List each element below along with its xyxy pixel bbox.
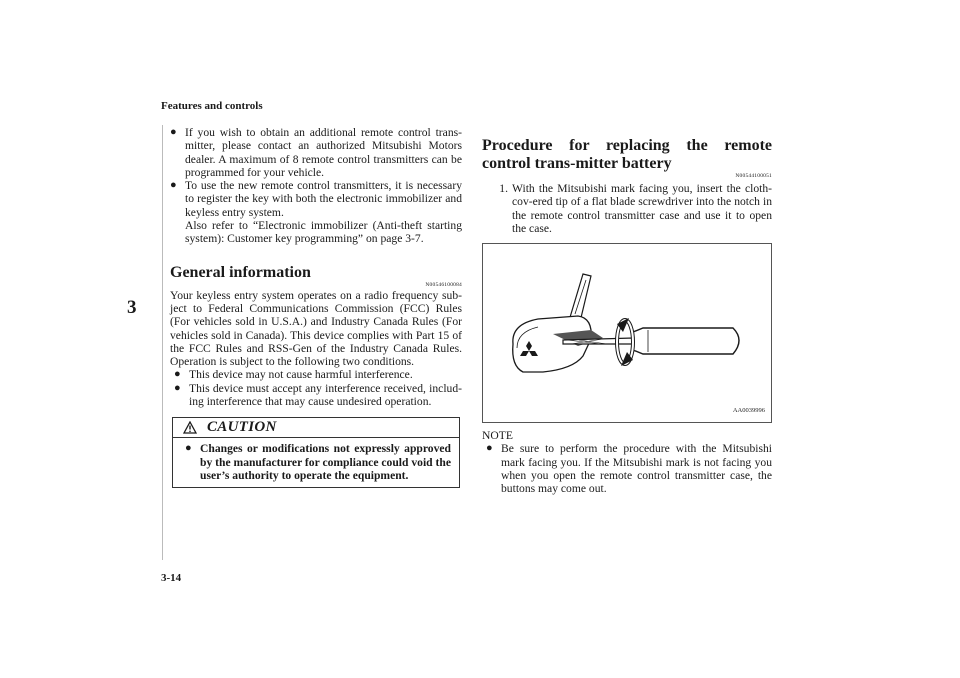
page-number: 3-14 [161, 572, 182, 584]
caution-body [173, 438, 459, 487]
bullet-icon: ● [185, 442, 192, 455]
warning-triangle-icon [183, 421, 197, 434]
caution-box [172, 417, 460, 488]
bullet-icon: ● [174, 368, 181, 381]
caution-text: Changes or modifications not expressly approved by the manufacturer for compliance could void the user’s authority to operate the equipment. [200, 442, 451, 482]
bullet-text: If you wish to obtain an additional remote control trans-mitter, please contact an authorized Mitsubishi Motors dealer. A maximum of 8 remote control transmitters can be programmed for your vehicle. [185, 126, 462, 179]
bullet-text: This device must accept any interference received, includ-ing interference that may cause undesired operation. [189, 381, 462, 409]
section-title-procedure: Procedure for replacing the remote control trans-mitter battery [482, 137, 772, 172]
note-text: Be sure to perform the procedure with the Mitsubishi mark facing you. If the Mitsubishi mark is not facing you when you open the remote control transmitter case, the buttons may come out. [501, 442, 772, 496]
section-code: N00546100084 [425, 281, 462, 288]
left-column [170, 126, 462, 488]
right-column [482, 126, 772, 496]
bullet-text: This device may not cause harmful interference. [189, 368, 413, 382]
general-body: Your keyless entry system operates on a radio frequency sub-ject to Federal Communications Commission (FCC) Rules (For vehicles sold in U.S.A.) and Industry Canada Rules (For vehicles sold in Canada). This device complies with Part 15 of the FCC Rules and RSS-Gen of the Industry Canada Rules. Operation is subject to the following two conditions. [170, 288, 462, 369]
section-code: N00544100051 [735, 173, 772, 179]
procedure-step [482, 182, 772, 235]
bullet-content [185, 179, 462, 245]
note-item [482, 442, 772, 495]
chapter-number: 3 [127, 297, 137, 318]
note-label: NOTE [482, 429, 513, 443]
list-item [170, 179, 462, 245]
step-number: 1. [499, 182, 508, 195]
section-title-general: General information [170, 263, 311, 281]
remote-and-screwdriver-illustration [483, 244, 771, 422]
caution-header [173, 418, 459, 438]
bullet-icon: ● [170, 179, 177, 192]
figure-remote-opening [482, 243, 772, 423]
bullet-text: To use the new remote control transmitters, it is necessary to register the key with both the electronic immobilizer and keyless entry system. [185, 179, 462, 219]
running-header: Features and controls [161, 100, 263, 112]
figure-code: AA0039996 [732, 406, 765, 414]
list-item [170, 126, 462, 179]
caution-title: CAUTION [207, 419, 277, 436]
chapter-divider [162, 125, 163, 560]
bullet-icon: ● [174, 381, 181, 394]
bullet-icon: ● [170, 126, 177, 138]
list-item [174, 382, 462, 409]
refer-text: Also refer to “Electronic immobilizer (Anti-theft starting system): Customer key programming” on page 3-7. [185, 219, 462, 246]
step-text: With the Mitsubishi mark facing you, insert the cloth-cov-ered tip of a flat blade screwdriver into the notch in the remote control transmitter case and use it to open the case. [512, 182, 772, 235]
list-item [174, 368, 462, 381]
bullet-icon: ● [486, 442, 493, 455]
